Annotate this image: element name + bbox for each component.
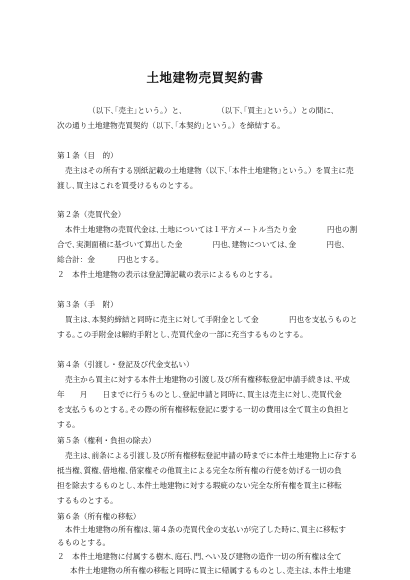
article-2-line-1: 本件土地建物の売買代金は､土地については１平方メートル当たり金 円也の割 bbox=[65, 225, 358, 234]
article-5-line-2: 抵当権､質権､借地権､借家権その他買主による完全な所有権の行使を妨げる一切の負 bbox=[57, 466, 342, 475]
article-3-line-1: 買主は､本契約締結と同時に売主に対して手附金として金 円也を支払うものと bbox=[65, 315, 358, 324]
article-1-heading: 第１条（目 的） bbox=[57, 151, 118, 160]
article-6-line-4: 本件土地建物の所有権の移転と同時に買主に帰属するものとし､売主は､本件土地建 bbox=[70, 566, 351, 575]
intro-line-1: （以下､｢売主｣という｡）と､ （以下､｢買主｣という｡）との間に､ bbox=[88, 106, 335, 115]
article-6-heading: 第６条（所有権の移転） bbox=[57, 512, 141, 521]
article-5-line-1: 売主は､前条による引渡し及び所有権移転登記申請の時までに本件土地建物上に存する bbox=[65, 451, 358, 460]
article-1-line-1: 売主はその所有する別紙記載の土地建物（以下､｢本件土地建物｣という｡）を買主に売 bbox=[65, 166, 354, 175]
article-5-heading: 第５条（権利・負担の除去） bbox=[57, 436, 156, 445]
article-4-line-3: を支払うものとする｡その際の所有権移転登記に要する一切の費用は全て買主の負担と bbox=[57, 405, 350, 414]
article-2-heading: 第２条（売買代金） bbox=[57, 210, 126, 219]
article-2-line-3: 総合計：金 円也とする｡ bbox=[57, 255, 160, 264]
article-3-line-2: する｡この手附金は解約手附とし､売買代金の一部に充当するものとする｡ bbox=[57, 330, 304, 339]
article-2-line-4: ２ 本件土地建物の表示は登記簿記載の表示によるものとする｡ bbox=[57, 270, 274, 279]
article-6-line-3: ２ 本件土地建物に付属する樹木､庭石､門､へい及び建物の造作一切の所有権は全て bbox=[57, 552, 342, 561]
article-6-line-1: 本件土地建物の所有権は､第４条の売買代金の支払いが完了した時に､買主に移転す bbox=[65, 525, 346, 534]
article-4-heading: 第４条（引渡し・登記及び代金支払い） bbox=[57, 360, 194, 369]
article-6-line-2: るものとする｡ bbox=[57, 538, 107, 547]
article-3-heading: 第３条（手 附） bbox=[57, 300, 118, 309]
document-title: 土地建物売買契約書 bbox=[146, 70, 264, 85]
article-4-line-1: 売主から買主に対する本件土地建物の引渡し及び所有権移転登記申請手続きは､平成 bbox=[65, 375, 350, 384]
article-4-line-4: する｡ bbox=[57, 420, 76, 429]
article-4-line-2: 年 月 日までに行うものとし､登記申請と同時に､買主は売主に対し､売買代金 bbox=[57, 390, 342, 399]
article-2-line-2: 合で､実測面積に基づいて算出した金 円也､建物については､金 円也､ bbox=[57, 240, 346, 249]
article-5-line-4: するものとする｡ bbox=[57, 496, 114, 505]
intro-line-2: 次の通り土地建物売買契約（以下､｢本契約｣という｡）を締結する｡ bbox=[57, 121, 282, 130]
article-5-line-3: 担を除去するものとし､本件土地建物に対する瑕疵のない完全な所有権を買主に移転 bbox=[57, 481, 342, 490]
article-1-line-2: 渡し､買主はこれを買受けるものとする｡ bbox=[57, 181, 194, 190]
